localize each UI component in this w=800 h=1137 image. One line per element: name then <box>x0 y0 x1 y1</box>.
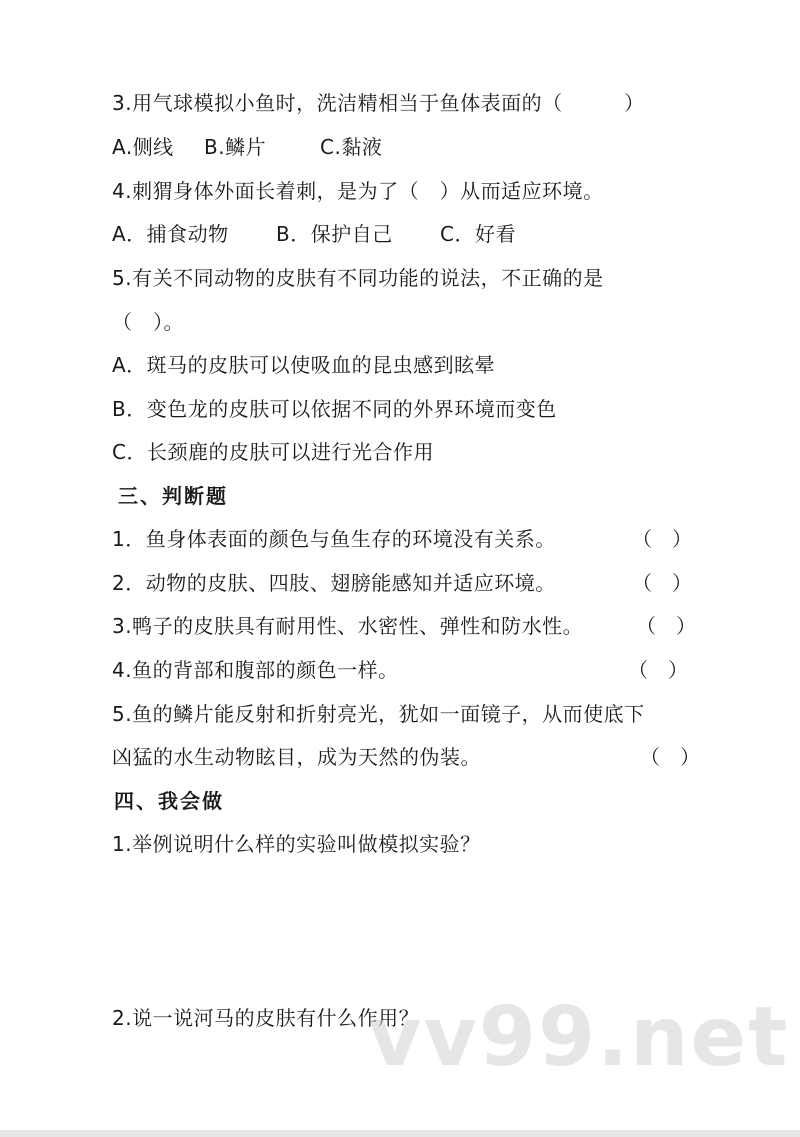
q3-option-c: C.黏液 <box>320 135 383 159</box>
judge-answer-2: （ ） <box>632 571 692 595</box>
q3-stem: 3.用气球模拟小鱼时，洗洁精相当于鱼体表面的（ ） <box>112 91 645 115</box>
judge-answer-1: （ ） <box>632 527 692 551</box>
page-bottom-edge <box>0 1130 800 1137</box>
q5-stem: 5.有关不同动物的皮肤有不同功能的说法，不正确的是 <box>112 266 604 290</box>
judge-item-1: 1．鱼身体表面的颜色与鱼生存的环境没有关系。 <box>112 527 556 551</box>
judge-item-5: 5.鱼的鳞片能反射和折射亮光，犹如一面镜子，从而使底下 <box>112 702 645 726</box>
judge-answer-3: （ ） <box>636 614 696 638</box>
q5-option-a: A．斑马的皮肤可以使吸血的昆虫感到眩晕 <box>112 353 496 377</box>
q5-stem-continued: （ ）。 <box>112 310 184 334</box>
judge-answer-5: （ ） <box>640 745 700 769</box>
watermark: vv99.net <box>368 990 790 1085</box>
judge-answer-4: （ ） <box>628 658 688 682</box>
section3-title: 三、判断题 <box>118 484 228 508</box>
practice-question-2: 2.说一说河马的皮肤有什么作用？ <box>112 1006 420 1030</box>
q4-option-b: B．保护自己 <box>276 222 393 246</box>
judge-item-5-continued: 凶猛的水生动物眩目，成为天然的伪装。 <box>112 745 481 769</box>
q4-options <box>112 220 516 248</box>
q5-option-c: C．长颈鹿的皮肤可以进行光合作用 <box>112 440 434 464</box>
q4-option-a: A．捕食动物 <box>112 222 229 246</box>
judge-item-3: 3.鸭子的皮肤具有耐用性、水密性、弹性和防水性。 <box>112 614 584 638</box>
judge-item-4: 4.鱼的背部和腹部的颜色一样。 <box>112 658 399 682</box>
section4-title: 四、我会做 <box>114 789 224 813</box>
q3-option-a: A.侧线 <box>112 135 174 159</box>
q4-stem: 4.刺猬身体外面长着刺，是为了（ ）从而适应环境。 <box>112 179 604 203</box>
practice-question-1: 1.举例说明什么样的实验叫做模拟实验？ <box>112 832 481 856</box>
q3-option-b: B.鳞片 <box>204 135 267 159</box>
q3-options <box>112 133 382 161</box>
q4-option-c: C．好看 <box>440 222 516 246</box>
q5-option-b: B．变色龙的皮肤可以依据不同的外界环境而变色 <box>112 397 557 421</box>
judge-item-2: 2．动物的皮肤、四肢、翅膀能感知并适应环境。 <box>112 571 556 595</box>
